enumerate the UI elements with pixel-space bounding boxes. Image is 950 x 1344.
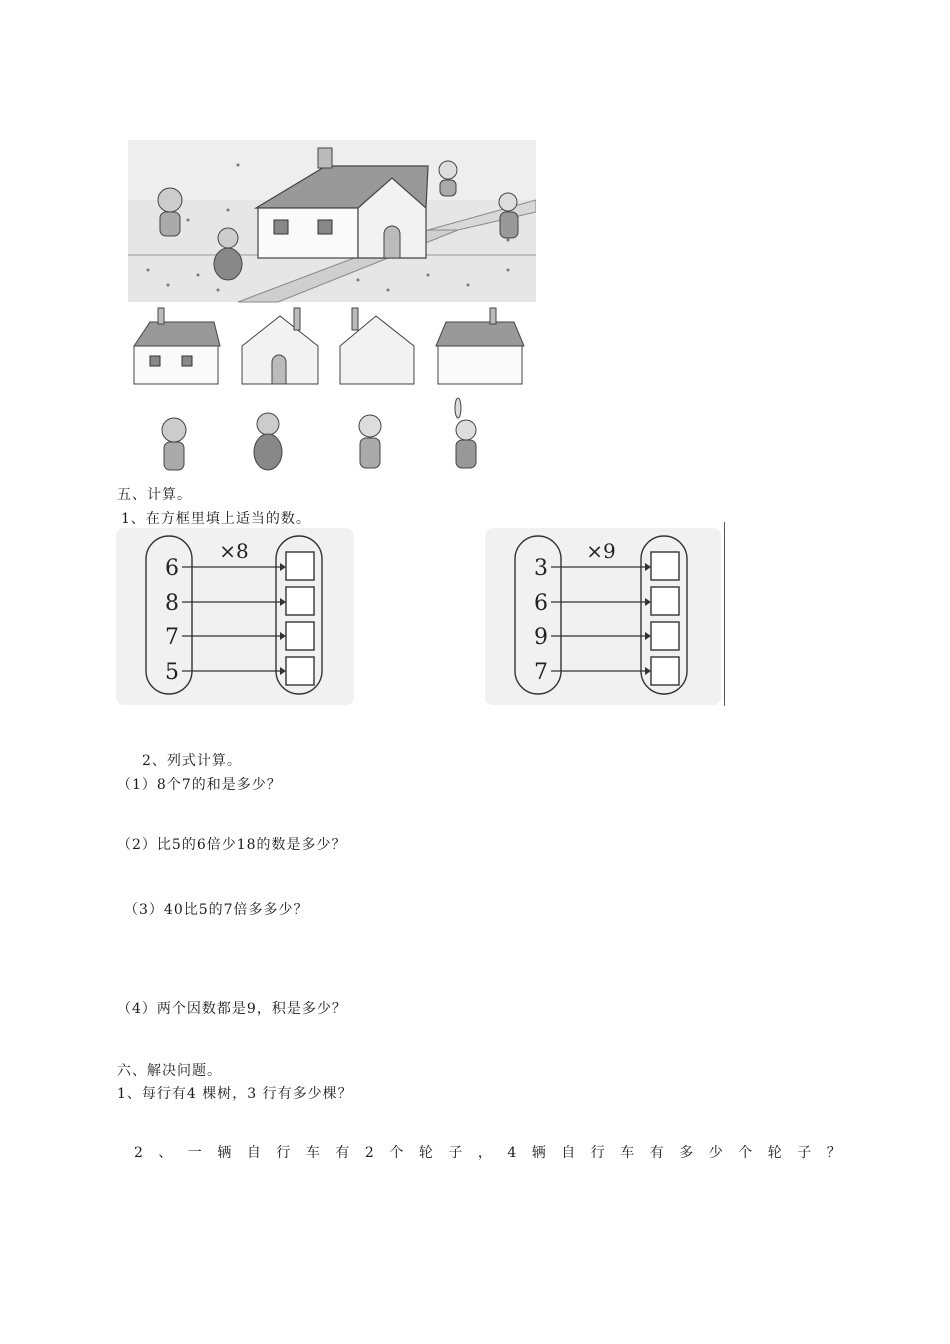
mapping-diagram-left-svg: [116, 528, 354, 705]
section6-q2: 2、一辆自行车有2个轮子，4辆自行车有多少个轮子？: [134, 1145, 857, 1161]
input-number: 7: [165, 625, 179, 650]
answer-box[interactable]: [286, 587, 314, 615]
input-number: 6: [534, 591, 548, 616]
operator-label: ×9: [586, 539, 616, 563]
section5-q2-3: （3）40比5的7倍多多少？: [124, 902, 309, 918]
input-number: 5: [165, 660, 179, 685]
section5-q2-2: （2）比5的6倍少18的数是多少？: [117, 837, 347, 853]
section5-q2: 2、列式计算。: [142, 753, 242, 769]
answer-box[interactable]: [651, 552, 679, 580]
input-number: 9: [534, 625, 548, 650]
operator-label: ×8: [219, 539, 249, 563]
section6-heading: 六、解决问题。: [117, 1063, 222, 1079]
input-number: 6: [165, 556, 179, 581]
section5-q2-4: （4）两个因数都是9，积是多少？: [117, 1001, 347, 1017]
animal-figures: [162, 398, 476, 470]
scene: [128, 140, 536, 302]
mapping-diagram-right-svg: [485, 528, 721, 705]
house-view-illustration: [128, 140, 536, 480]
answer-box[interactable]: [286, 552, 314, 580]
divider: [724, 522, 725, 706]
mapping-diagram-left: [116, 528, 354, 705]
answer-box[interactable]: [286, 622, 314, 650]
input-number: 8: [165, 591, 179, 616]
section5-heading: 五、计算。: [117, 487, 192, 503]
mapping-diagram-right: [485, 528, 721, 705]
input-number: 3: [534, 556, 548, 581]
answer-box[interactable]: [286, 657, 314, 685]
answer-box[interactable]: [651, 587, 679, 615]
section6-q1: 1、每行有4 棵树，3 行有多少棵？: [117, 1086, 353, 1102]
answer-box[interactable]: [651, 622, 679, 650]
house-views: [134, 308, 524, 384]
input-number: 7: [534, 660, 548, 685]
answer-box[interactable]: [651, 657, 679, 685]
section5-q1: 1、在方框里填上适当的数。: [121, 511, 311, 527]
section5-q2-1: （1）8个7的和是多少？: [117, 777, 282, 793]
